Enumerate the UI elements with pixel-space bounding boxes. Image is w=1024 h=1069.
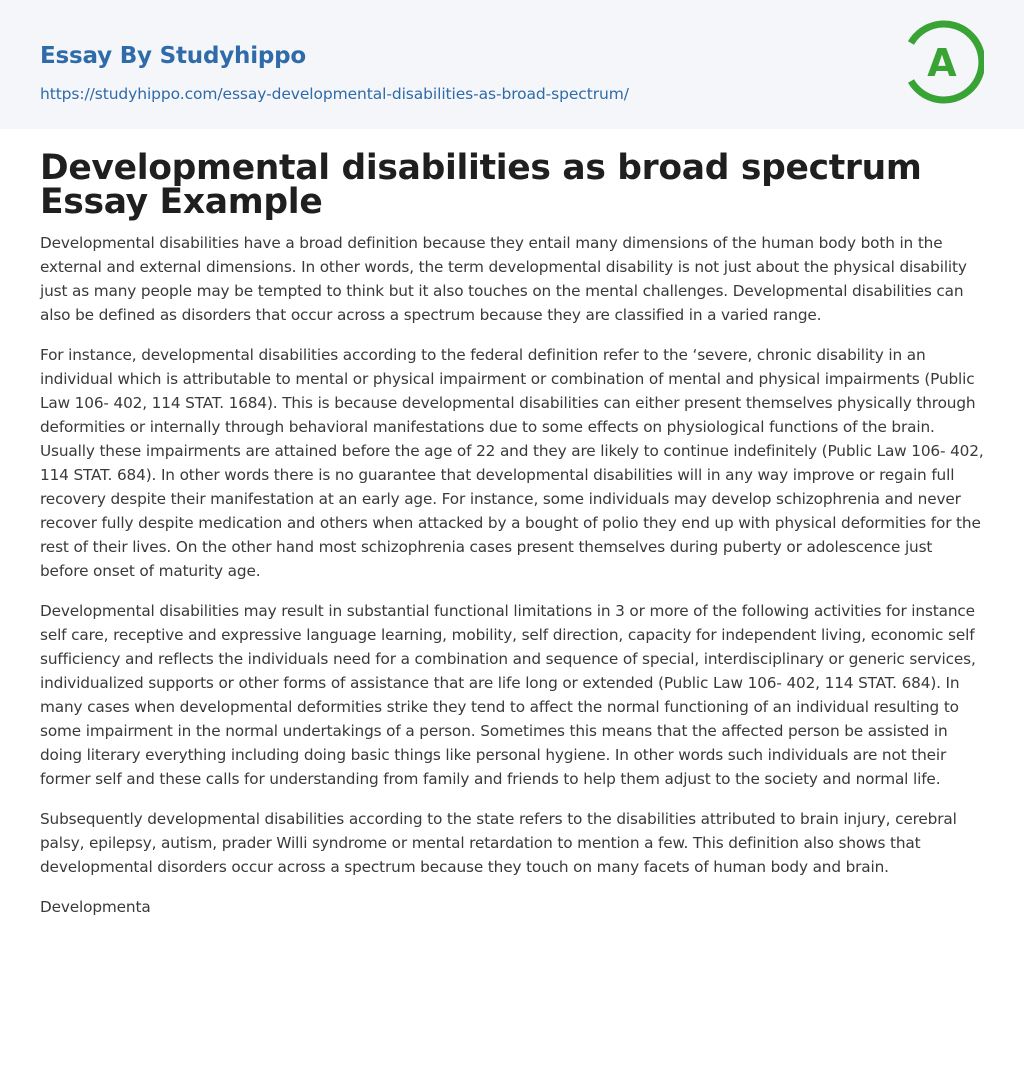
source-url-link[interactable]: https://studyhippo.com/essay-developmental-disabilities-as-broad-spectrum/ (40, 85, 629, 103)
brand-title[interactable]: Essay By Studyhippo (40, 43, 307, 69)
paragraph-1: Developmental disabilities have a broad definition because they entail many dimensions of the human body both in the external and external dimensions. In other words, the term developmental disability is not just about the physical disability just as many people may be tempted to think but it also touches on the mental challenges. Developmental disabilities can also be defined as disorders that occur across a spectrum because they are classified in a varied range. (40, 234, 967, 324)
page-title: Developmental disabilities as broad spectrum Essay Example (40, 148, 922, 222)
paragraph-2: For instance, developmental disabilities according to the federal definition refer to the ‘severe, chronic disability in an individual which is attributable to mental or physical impairment or combination of mental and physical impairments (Public Law 106- 402, 114 STAT. 1684). This is because developmental disabilities can either present themselves physically through deformities or internally through behavioral manifestations due to some effects on physiological functions of the brain. Usually these impairments are attained before the age of 22 and they are likely to continue indefinitely (Public Law 106- 402, 114 STAT. 684). In other words there is no guarantee that developmental disabilities will in any way improve or regain full recovery despite their manifestation at an early age. For instance, some individuals may develop schizophrenia and never recover fully despite medication and others when attacked by a bought of polio they end up with physical deformities for the rest of their lives. On the other hand most schizophrenia cases present themselves during puberty or adolescence just before onset of maturity age. (40, 346, 984, 580)
article-content (0, 148, 1024, 919)
studyhippo-logo[interactable] (900, 20, 984, 104)
paragraph-5-truncated: Developmenta (40, 898, 151, 916)
paragraph-4: Subsequently developmental disabilities according to the state refers to the disabilities attributed to brain injury, cerebral palsy, epilepsy, autism, prader Willi syndrome or mental retardation to mention a few. This definition also shows that developmental disorders occur across a spectrum because they touch on many facets of human body and brain. (40, 810, 957, 876)
logo-letter: A (927, 41, 957, 85)
site-header (0, 0, 1024, 129)
paragraph-3: Developmental disabilities may result in substantial functional limitations in 3 or more of the following activities for instance self care, receptive and expressive language learning, mobility, self direction, capacity for independent living, economic self sufficiency and reflects the individuals need for a combination and sequence of special, interdisciplinary or generic services, individualized supports or other forms of assistance that are life long or extended (Public Law 106- 402, 114 STAT. 684). In many cases when developmental deformities strike they tend to affect the normal functioning of an individual resulting to some impairment in the normal undertakings of a person. Sometimes this means that the affected person be assisted in doing literary everything including doing basic things like personal hygiene. In other words such individuals are not their former self and these calls for understanding from family and friends to help them adjust to the society and normal life. (40, 602, 976, 788)
logo-icon (900, 20, 984, 104)
